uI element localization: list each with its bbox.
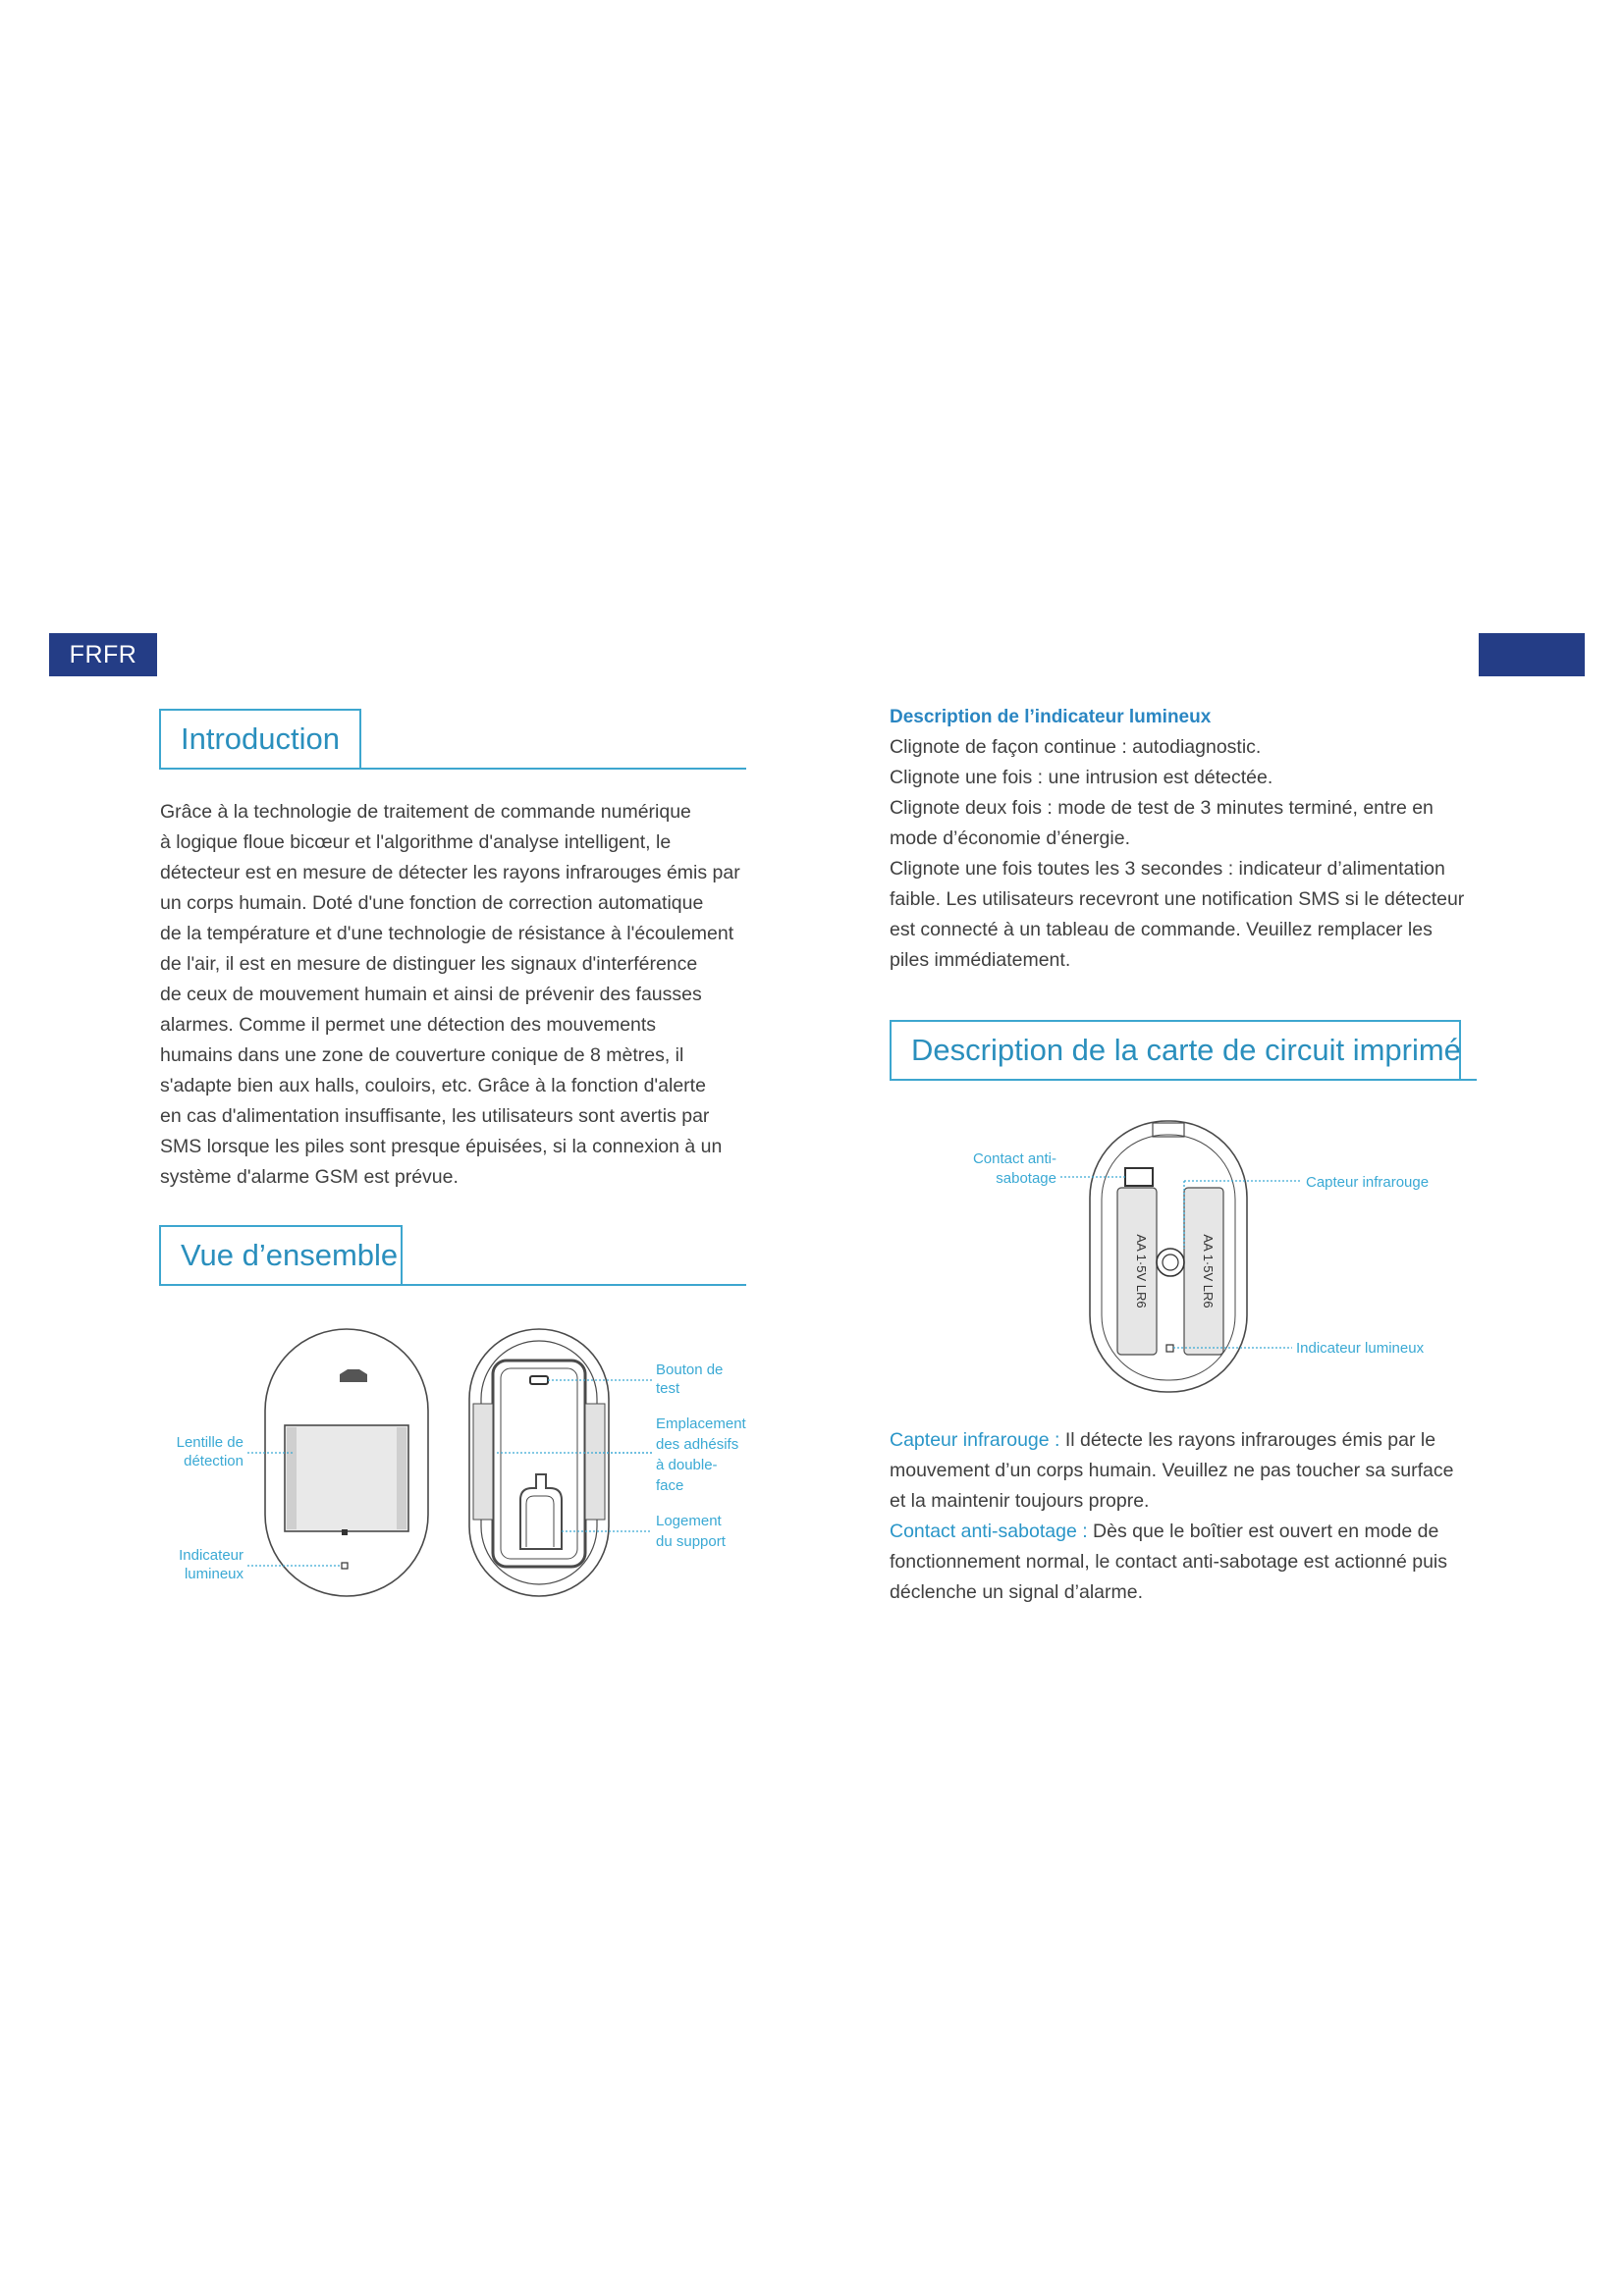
label-led: Indicateur lumineux: [1296, 1340, 1425, 1357]
label-lens-1: Lentille de: [176, 1434, 244, 1451]
led-indicator-icon: [342, 1529, 348, 1535]
label-test-2: test: [656, 1380, 680, 1397]
text-line: est connecté à un tableau de commande. Veuillez remplacer les: [890, 919, 1433, 940]
text-line: Grâce à la technologie de traitement de commande numérique: [160, 801, 691, 823]
battery-right-label: AA 1·5V LR6: [1201, 1234, 1216, 1308]
text-line: faible. Les utilisateurs recevront une notification SMS si le détecteur: [890, 888, 1465, 910]
label-indicator-2: lumineux: [184, 1566, 244, 1582]
text-line: [890, 1425, 1498, 1456]
label-indicator-1: Indicateur: [179, 1547, 244, 1564]
text-line: déclenche un signal d’alarme.: [890, 1581, 1143, 1603]
text-line: alarmes. Comme il permet une détection des mouvements: [160, 1014, 657, 1036]
pcb-description: [890, 1425, 1498, 1608]
text-line: en cas d'alimentation insuffisante, les utilisateurs sont avertis par: [160, 1105, 710, 1127]
page-tab-right: [1479, 633, 1585, 676]
label-tamper-1: Contact anti-: [972, 1150, 1056, 1167]
language-tab: FRFR: [49, 633, 157, 676]
introduction-body: [160, 797, 749, 1193]
text-line: de l'air, il est en mesure de distinguer les signaux d'interférence: [160, 953, 698, 975]
text-line: piles immédiatement.: [890, 949, 1071, 971]
battery-left-label: AA 1·5V LR6: [1134, 1234, 1149, 1308]
text-span: Il détecte les rayons infrarouges émis par le: [1059, 1429, 1436, 1451]
detector-overview-figure: [157, 1315, 766, 1610]
text-line: un corps humain. Doté d'une fonction de correction automatique: [160, 892, 704, 914]
led-dot: [342, 1563, 348, 1569]
led-icon: [1166, 1345, 1173, 1352]
logo-icon: [340, 1369, 367, 1382]
test-button: [530, 1376, 548, 1384]
introduction-heading: Introduction: [159, 709, 361, 768]
text-line: à logique floue bicœur et l'algorithme d'analyse intelligent, le: [160, 831, 672, 853]
label-tamper-2: sabotage: [996, 1170, 1056, 1187]
text-line: détecteur est en mesure de détecter les rayons infrarouges émis par: [160, 862, 740, 883]
text-line: mouvement d’un corps humain. Veuillez ne pas toucher sa surface: [890, 1460, 1454, 1481]
label-adhesive-1: Emplacement: [656, 1415, 746, 1432]
detection-lens: [285, 1425, 408, 1531]
text-line: Clignote de façon continue : autodiagnostic.: [890, 736, 1262, 758]
label-support-1: Logement: [656, 1513, 722, 1529]
label-adhesive-4: face: [656, 1477, 684, 1494]
pcb-heading: Description de la carte de circuit imprimé: [890, 1020, 1461, 1079]
term-ir: Capteur infrarouge :: [890, 1429, 1060, 1451]
text-line: Clignote une fois toutes les 3 secondes : indicateur d’alimentation: [890, 858, 1445, 880]
text-line: s'adapte bien aux halls, couloirs, etc. Grâce à la fonction d'alerte: [160, 1075, 706, 1096]
label-ir: Capteur infrarouge: [1306, 1174, 1430, 1191]
text-span: Dès que le boîtier est ouvert en mode de: [1087, 1521, 1439, 1542]
text-line: mode d’économie d’énergie.: [890, 828, 1130, 849]
text-line: et la maintenir toujours propre.: [890, 1490, 1150, 1512]
text-line: de ceux de mouvement humain et ainsi de prévenir des fausses: [160, 984, 702, 1005]
adhesive-right: [585, 1404, 605, 1520]
text-line: Clignote deux fois : mode de test de 3 minutes terminé, entre en: [890, 797, 1434, 819]
pcb-rule: [890, 1079, 1477, 1081]
label-lens-2: détection: [184, 1453, 244, 1469]
text-line: Clignote une fois : une intrusion est détectée.: [890, 767, 1273, 788]
text-line: de la température et d'une technologie de résistance à l'écoulement: [160, 923, 734, 944]
text-line: [890, 1517, 1498, 1547]
text-line: fonctionnement normal, le contact anti-sabotage est actionné puis: [890, 1551, 1448, 1573]
label-adhesive-2: des adhésifs: [656, 1436, 739, 1453]
indicator-heading: Description de l’indicateur lumineux: [890, 707, 1212, 727]
text-line: SMS lorsque les piles sont presque épuisées, si la connexion à un: [160, 1136, 723, 1157]
adhesive-left: [473, 1404, 493, 1520]
introduction-rule: [159, 768, 746, 770]
ir-sensor-icon: [1157, 1249, 1184, 1276]
label-support-2: du support: [656, 1533, 726, 1550]
tamper-switch: [1125, 1168, 1153, 1186]
pcb-figure: [943, 1109, 1473, 1404]
indicator-section: [890, 702, 1498, 976]
text-line: humains dans une zone de couverture conique de 8 mètres, il: [160, 1044, 684, 1066]
overview-heading: Vue d’ensemble: [159, 1225, 403, 1284]
text-line: système d'alarme GSM est prévue.: [160, 1166, 459, 1188]
label-adhesive-3: à double-: [656, 1457, 718, 1473]
label-test-1: Bouton de: [656, 1362, 724, 1378]
term-tamper: Contact anti-sabotage :: [890, 1521, 1088, 1542]
overview-rule: [159, 1284, 746, 1286]
